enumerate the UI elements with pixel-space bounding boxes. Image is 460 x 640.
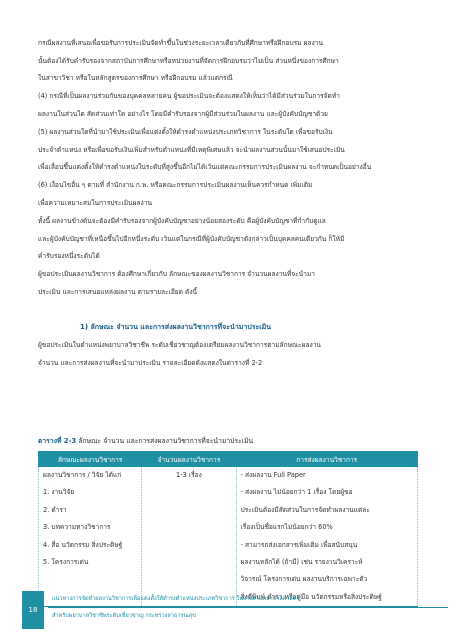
text-line: ผู้ขอประเมินในตำแหน่งพยาบาลวิชาชีพ ระดับเชี่ยวชาญต้องเตรียมผลงานวิชาการตามลักษณะผลงาน — [38, 341, 321, 349]
cell-line: ผลงานหลักได้ (ถ้ามี) เช่น รายงานวิเคราะห์ — [240, 558, 363, 567]
cell-line: - ส่งผลงาน ไม่น้อยกว่า 1 เรื่อง โดยผู้ขอ — [240, 488, 353, 497]
text-line: ผู้ขอประเมินผลงานวิชาการ ต้องศึกษาเกี่ยวกับ ลักษณะของผลงานวิชาการ จำนวนผลงานที่จะนำมา — [38, 270, 315, 278]
table-header-cell: จำนวนผลงานวิชาการ — [142, 452, 236, 467]
text-line: ในสาขาวิชา หรือในหลักสูตรของการศึกษา หรือฝึกอบรม แล้วแต่กรณี — [38, 74, 233, 83]
cell-line: 4. สื่อ นวัตกรรม สิ่งประดิษฐ์ — [43, 540, 123, 549]
text-line: เพื่อเลื่อนขึ้นแต่งตั้งให้ดำรงตำแหน่งในระดับที่สูงขึ้นอีกไม่ได้เว้นแต่คณะกรรมการประเมินผลงาน จะกำหนดเป็นอย่างอื่น — [38, 163, 372, 172]
footer-divider — [48, 607, 448, 608]
cell-line: 5. โครงการเด่น — [43, 558, 89, 567]
text-line: จำนวน และการส่งผลงานที่จะนำมาประเมิน รายละเอียดดังแสดงในตารางที่ 2-2 — [38, 358, 263, 367]
section-paragraph — [38, 337, 416, 372]
page-number: 18 — [22, 591, 44, 629]
cell-line: 1. งานวิจัย — [43, 488, 75, 497]
table-caption — [38, 435, 253, 446]
text-line: กรณีผลงานที่เสนอเพื่อขอรับการประเมินจัดทำขึ้นในช่วงระยะเวลาเดียวกับที่ศึกษาหรือฝึกอบรม ผลงาน — [38, 39, 323, 47]
table-header-cell: ลักษณะผลงานวิชาการ — [39, 452, 142, 467]
para-5 — [38, 213, 416, 266]
para-6 — [38, 266, 416, 301]
cell-line: - สามารถส่งเอกสารเพิ่มเติม เพื่อสนับสนุน — [240, 540, 358, 549]
para-1 — [38, 35, 416, 88]
criteria-table — [38, 451, 418, 607]
table-cell-submission — [236, 467, 417, 607]
text-line: ประจำตำแหน่ง หรือเพื่อขอรับเงินเพิ่มสำหรับตำแหน่งที่มีเหตุพิเศษแล้ว จะนำผลงานส่วนนั้นมาใช้เสนอประเมิน — [38, 145, 345, 154]
cell-line: 2. ตำรา — [43, 505, 67, 514]
section-heading: 1) ลักษณะ จำนวน และการส่งผลงานวิชาการที่จะนำมาประเมิน — [80, 323, 272, 331]
cell-line: เรื่องเป็นชื่อแรกไม่น้อยกว่า 60% — [240, 523, 333, 532]
cell-line: ประเมินต้องมีสัดส่วนในการจัดทำผลงานแต่ละ — [240, 505, 370, 514]
table-header-cell: การส่งผลงานวิชาการ — [236, 452, 417, 467]
para-4 — [38, 177, 416, 212]
text-line: (6) เงื่อนไขอื่น ๆ ตามที่ สำนักงาน ก.พ. หรือคณะกรรมการประเมินผลงานเห็นควรกำหนด เพิ่มเติม — [38, 181, 313, 189]
text-line: ทั้งนี้ ผลงานข้างต้นจะต้องมีคำรับรองจากผู้บังคับบัญชาอย่างน้อยสองระดับ คือผู้บังคับบัญชาที่กำกับดูแล — [38, 217, 326, 225]
text-line: (5) ผลงานส่วนใดที่นำมาใช้ประเมินเพื่อแต่งตั้งให้ดำรงตำแหน่งประเภทวิชาการ ในระดับใด เพื่อขอรับเงิน — [38, 128, 333, 136]
table-cell-type — [39, 467, 142, 607]
text-line: คำรับรองหนึ่งระดับได้ — [38, 252, 100, 261]
text-line: นั้นต้องได้รับคำรับรองจากสถาบันการศึกษาหรือหน่วยงานที่จัดการฝึกอบรมว่าไม่เป็น ส่วนหนึ่งของการศึกษา — [38, 56, 339, 65]
para-3 — [38, 124, 416, 177]
table-row — [39, 467, 418, 607]
text-line: เพื่อความเหมาะสมในการประเมินผลงาน — [38, 198, 152, 207]
footer-title-line: แนวทางการจัดทำผลงานวิชาการเพื่อแต่งตั้งให้ดำรงตำแหน่งประเภทวิชาการ ในสายงานพยาบาลศาสตร์ — [52, 596, 300, 602]
table-cell-count — [142, 467, 236, 607]
table-header-row — [39, 452, 418, 467]
cell-line: 3. บทความทางวิชาการ — [43, 523, 111, 532]
table-caption-label: ตารางที่ 2-3 — [38, 437, 77, 445]
page-footer — [0, 591, 460, 629]
table-caption-text: ลักษณะ จำนวน และการส่งผลงานวิชาการที่จะนำมาประเมิน — [76, 437, 254, 445]
text-line: (4) กรณีที่เป็นผลงานร่วมกันของบุคคลหลายคน ผู้ขอประเมินจะต้องแสดงให้เห็นว่าได้มีส่วนร่วมในการจัดทำ — [38, 92, 340, 100]
text-line: และผู้บังคับบัญชาที่เหนือขึ้นไปอีกหนึ่งระดับ เว้นแต่ในกรณีที่ผู้บังคับบัญชาดังกล่าวเป็นบุคคลคนเดียวกัน ก็ให้มี — [38, 234, 345, 243]
cell-line: 1-3 เรื่อง — [175, 471, 202, 479]
text-line: ผลงานในส่วนใด สัดส่วนเท่าใด อย่างไร โดยมีคำรับรองจากผู้มีส่วนร่วมในผลงาน และผู้บังคับบัญชาด้วย — [38, 109, 328, 118]
para-2 — [38, 88, 416, 123]
cell-line: วิจารณ์ โครงการเด่น ผลงานบริการเฉพาะตัว — [240, 575, 368, 584]
text-line: ประเมิน และการเสนอแหล่งผลงาน ตามรายละเอียด ดังนี้ — [38, 287, 198, 296]
cell-line: ผลงานวิชาการ / วิจัย ได้แก่ — [43, 471, 122, 479]
footer-subtitle-line: สำหรับพยาบาลวิชาชีพระดับเชี่ยวชาญ กระทรวงสาธารณสุข — [52, 613, 196, 619]
cell-line: - ส่งผลงาน Full Paper — [240, 471, 306, 479]
cell-line: สิ่งตีพิมพ์ ตำรา หรือคู่มือ นวัตกรรมหรือสิ่งประดิษฐ์ — [240, 592, 382, 601]
